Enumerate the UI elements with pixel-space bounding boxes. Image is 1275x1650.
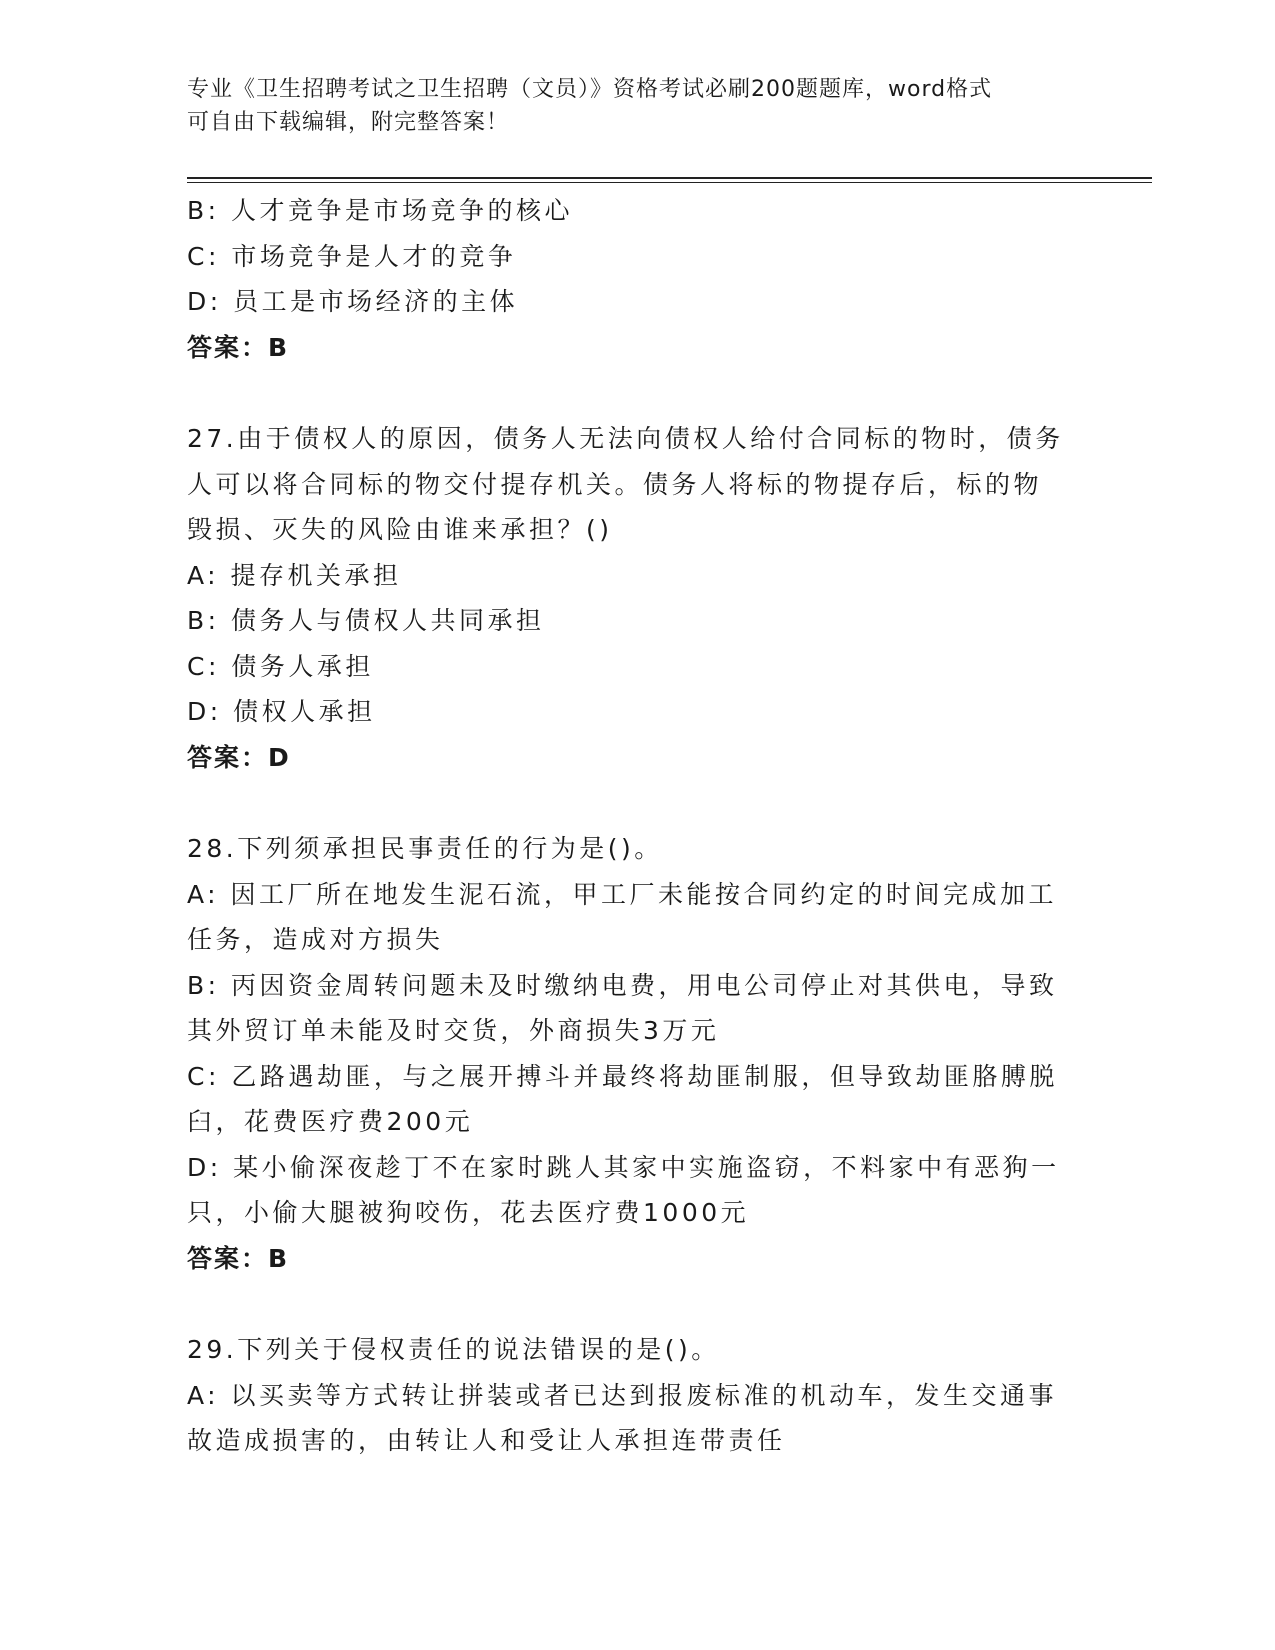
spacer [187, 1281, 1087, 1327]
option-c: C: 乙路遇劫匪，与之展开搏斗并最终将劫匪制服，但导致劫匪胳膊脱 [187, 1061, 1058, 1091]
option-d: D: 某小偷深夜趁丁不在家时跳人其家中实施盗窃，不料家中有恶狗一 [187, 1152, 1060, 1182]
question-stem: 毁损、灭失的风险由谁来承担？() [187, 515, 613, 544]
option-a: A: 因工厂所在地发生泥石流，甲工厂未能按合同约定的时间完成加工 [187, 879, 1058, 909]
option-d: D: 债权人承担 [187, 697, 376, 726]
option-b-continued: 其外贸订单未能及时交货，外商损失3万元 [187, 1016, 720, 1045]
answer-line: 答案：B [187, 332, 290, 362]
header-title-line-2: 可自由下载编辑，附完整答案！ [187, 110, 510, 135]
option-b: B: 人才竞争是市场竞争的核心 [187, 196, 574, 225]
option-a-continued: 故造成损害的，由转让人和受让人承担连带责任 [187, 1426, 786, 1455]
question-27 [187, 416, 1087, 780]
option-d-continued: 只，小偷大腿被狗咬伤，花去医疗费1000元 [187, 1198, 750, 1227]
document-body [187, 188, 1087, 1464]
header-divider-thick [187, 177, 1152, 179]
option-a-continued: 任务，造成对方损失 [187, 925, 444, 954]
question-28 [187, 826, 1087, 1281]
option-a: A: 以买卖等方式转让拼装或者已达到报废标准的机动车，发生交通事 [187, 1380, 1058, 1410]
header-title-line-1: 专业《卫生招聘考试之卫生招聘（文员）》资格考试必刷200题题库，word格式 [187, 77, 993, 102]
question-29 [187, 1327, 1087, 1464]
answer-line: 答案：B [187, 1243, 290, 1273]
option-d: D: 员工是市场经济的主体 [187, 287, 519, 316]
question-26-tail [187, 188, 1087, 370]
spacer [187, 780, 1087, 826]
question-stem: 28.下列须承担民事责任的行为是()。 [187, 834, 663, 863]
option-a: A: 提存机关承担 [187, 560, 402, 590]
spacer [187, 370, 1087, 416]
option-c: C: 市场竞争是人才的竞争 [187, 241, 517, 271]
option-b: B: 债务人与债权人共同承担 [187, 606, 545, 635]
header-divider-thin [187, 182, 1152, 183]
question-stem: 29.下列关于侵权责任的说法错误的是()。 [187, 1335, 720, 1364]
document-header [187, 73, 1067, 139]
answer-line: 答案：D [187, 742, 291, 772]
question-stem: 27.由于债权人的原因，债务人无法向债权人给付合同标的物时，债务 [187, 424, 1064, 453]
option-b: B: 丙因资金周转问题未及时缴纳电费，用电公司停止对其供电，导致 [187, 970, 1058, 1000]
question-stem: 人可以将合同标的物交付提存机关。债务人将标的物提存后，标的物 [187, 469, 1043, 499]
option-c-continued: 臼，花费医疗费200元 [187, 1107, 474, 1136]
option-c: C: 债务人承担 [187, 651, 374, 681]
